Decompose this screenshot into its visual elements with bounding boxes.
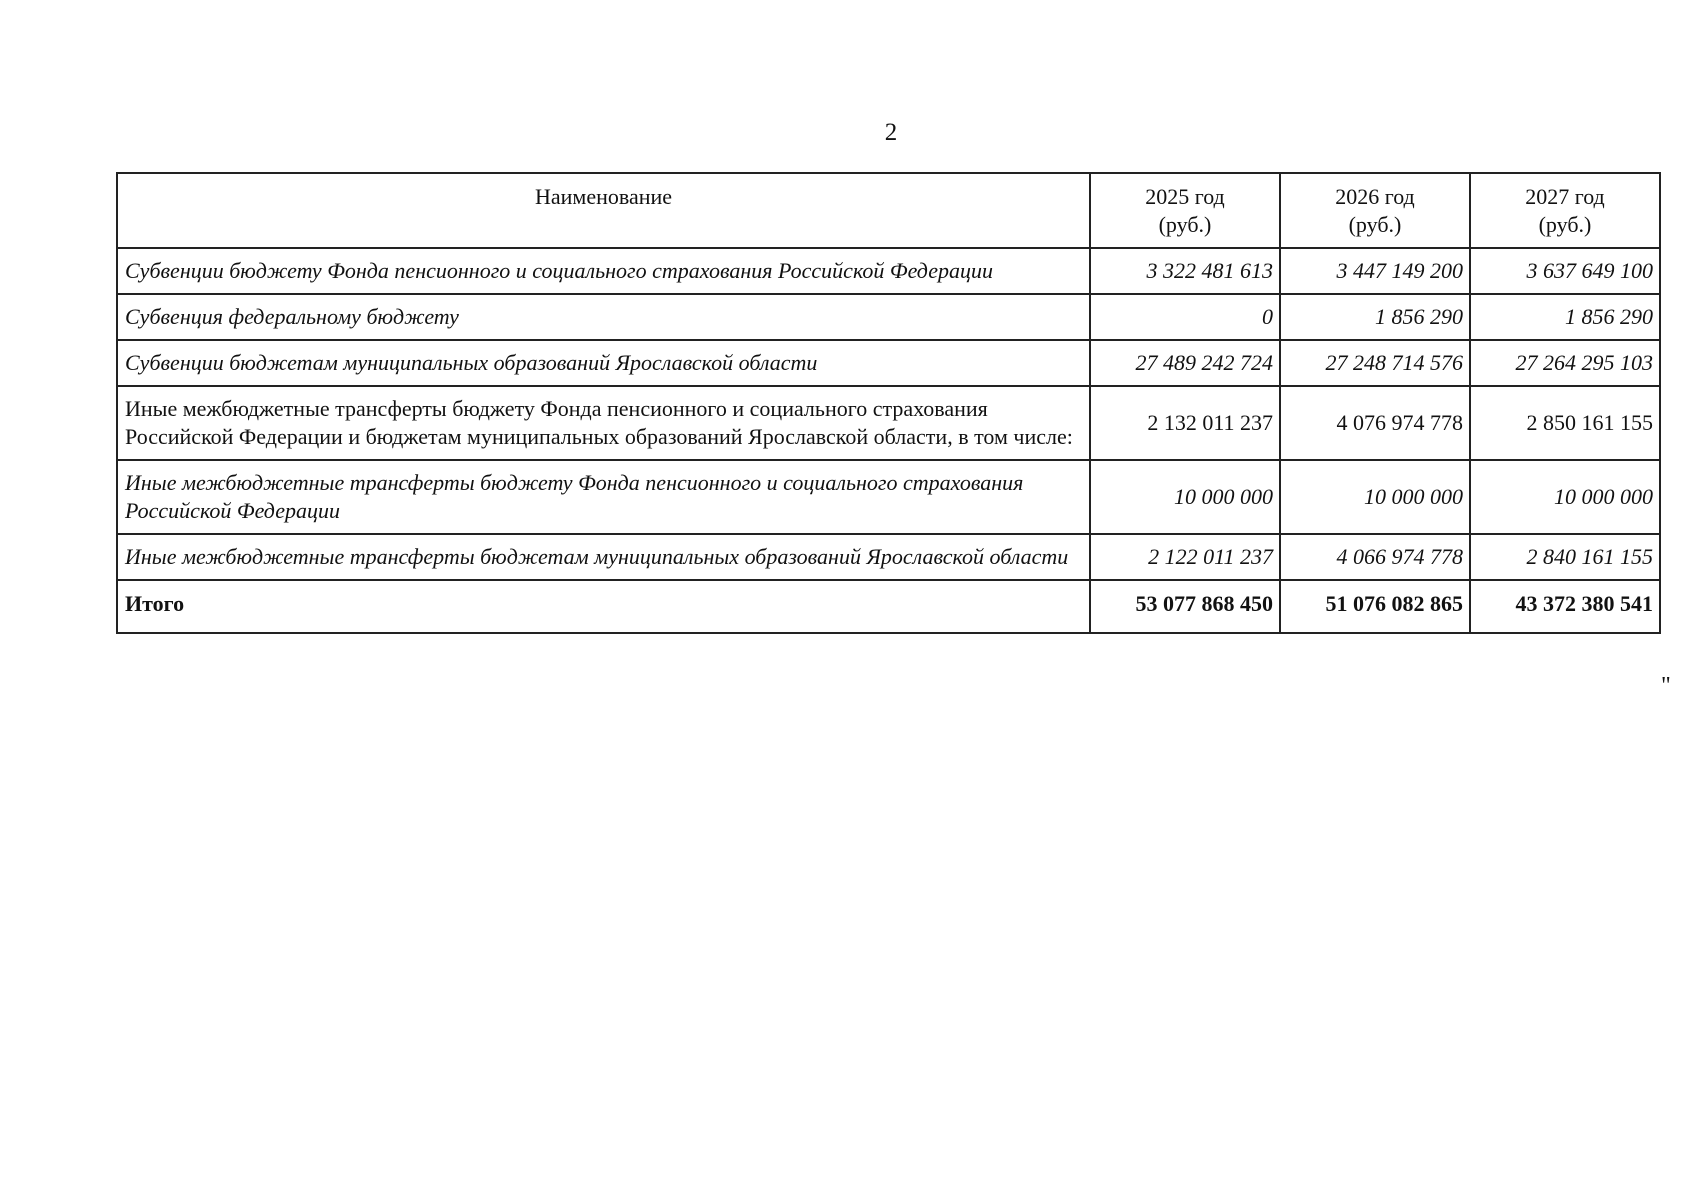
closing-quote-mark: " <box>1661 673 1671 699</box>
table-header-row <box>117 173 1660 248</box>
table-row <box>117 534 1660 580</box>
header-unit-label: (руб.) <box>1348 212 1402 237</box>
total-value-2027: 43 372 380 541 <box>1470 580 1660 633</box>
header-year-label: 2027 год <box>1525 184 1605 209</box>
row-value-2027: 1 856 290 <box>1470 294 1660 340</box>
total-row <box>117 580 1660 633</box>
table-row <box>117 386 1660 460</box>
total-value-2025: 53 077 868 450 <box>1090 580 1280 633</box>
row-value-2027: 2 840 161 155 <box>1470 534 1660 580</box>
header-year-label: 2025 год <box>1145 184 1225 209</box>
row-value-2025: 2 122 011 237 <box>1090 534 1280 580</box>
table-row <box>117 460 1660 534</box>
row-value-2025: 27 489 242 724 <box>1090 340 1280 386</box>
table-row <box>117 248 1660 294</box>
row-value-2027: 27 264 295 103 <box>1470 340 1660 386</box>
row-value-2026: 1 856 290 <box>1280 294 1470 340</box>
table-row <box>117 340 1660 386</box>
row-value-2026: 4 076 974 778 <box>1280 386 1470 460</box>
row-name: Иные межбюджетные трансферты бюджетам муниципальных образований Ярославской области <box>117 534 1090 580</box>
row-value-2026: 10 000 000 <box>1280 460 1470 534</box>
row-name: Иные межбюджетные трансферты бюджету Фонда пенсионного и социального страхования Российской Федерации и бюджетам муниципальных образований Ярославской области, в том числе: <box>117 386 1090 460</box>
row-name: Субвенции бюджетам муниципальных образований Ярославской области <box>117 340 1090 386</box>
row-name: Субвенция федеральному бюджету <box>117 294 1090 340</box>
header-unit-label: (руб.) <box>1158 212 1212 237</box>
row-value-2026: 3 447 149 200 <box>1280 248 1470 294</box>
header-unit-label: (руб.) <box>1538 212 1592 237</box>
header-year-2026 <box>1280 173 1470 248</box>
row-value-2025: 3 322 481 613 <box>1090 248 1280 294</box>
row-value-2025: 10 000 000 <box>1090 460 1280 534</box>
row-value-2027: 10 000 000 <box>1470 460 1660 534</box>
budget-table <box>116 172 1661 634</box>
row-name: Субвенции бюджету Фонда пенсионного и социального страхования Российской Федерации <box>117 248 1090 294</box>
row-value-2027: 3 637 649 100 <box>1470 248 1660 294</box>
table-row <box>117 294 1660 340</box>
total-value-2026: 51 076 082 865 <box>1280 580 1470 633</box>
row-name: Иные межбюджетные трансферты бюджету Фонда пенсионного и социального страхования Российской Федерации <box>117 460 1090 534</box>
header-year-label: 2026 год <box>1335 184 1415 209</box>
header-year-2027 <box>1470 173 1660 248</box>
total-label: Итого <box>117 580 1090 633</box>
row-value-2025: 0 <box>1090 294 1280 340</box>
header-name: Наименование <box>117 173 1090 248</box>
row-value-2026: 27 248 714 576 <box>1280 340 1470 386</box>
row-value-2027: 2 850 161 155 <box>1470 386 1660 460</box>
header-year-2025 <box>1090 173 1280 248</box>
row-value-2026: 4 066 974 778 <box>1280 534 1470 580</box>
page-number: 2 <box>884 119 898 146</box>
row-value-2025: 2 132 011 237 <box>1090 386 1280 460</box>
